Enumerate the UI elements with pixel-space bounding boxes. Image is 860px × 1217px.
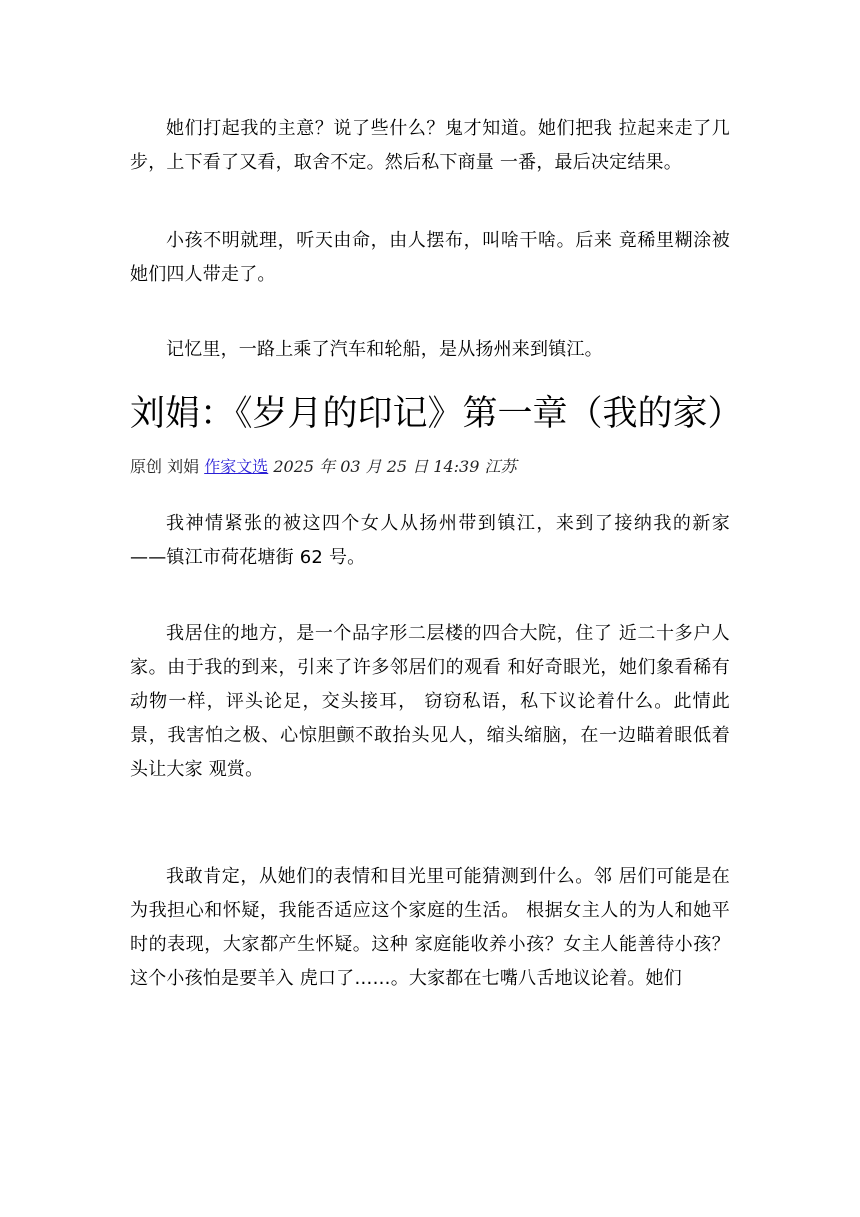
paragraph: 我神情紧张的被这四个女人从扬州带到镇江，来到了接纳我的新家——镇江市荷花塘街 62 号。 bbox=[130, 513, 730, 568]
paragraph: 小孩不明就理，听天由命，由人摆布，叫啥干啥。后来 竟稀里糊涂被她们四人带走了。 bbox=[130, 230, 730, 285]
paragraph: 她们打起我的主意？说了些什么？鬼才知道。她们把我 拉起来走了几步，上下看了又看，取舍不定。然后私下商量 一番，最后决定结果。 bbox=[130, 118, 730, 173]
article-meta bbox=[130, 455, 517, 479]
paragraph: 记忆里，一路上乘了汽车和轮船，是从扬州来到镇江。 bbox=[166, 339, 603, 360]
author-name: 刘娟 bbox=[167, 457, 200, 476]
original-label: 原创 bbox=[130, 457, 163, 476]
source-link[interactable]: 作家文选 bbox=[204, 457, 269, 476]
paragraph: 我敢肯定，从她们的表情和目光里可能猜测到什么。邻 居们可能是在为我担心和怀疑，我能否适应这个家庭的生活。 根据女主人的为人和她平时的表现，大家都产生怀疑。这种 家庭能收养小孩？女主人能善待小孩？这个小孩怕是要羊入 虎口了……。大家都在七嘴八舌地议论着。她们 bbox=[130, 866, 730, 989]
publish-location: 江苏 bbox=[484, 457, 517, 476]
article-title: 刘娟：《岁月的印记》第一章（我的家） bbox=[130, 394, 743, 434]
paragraph: 我居住的地方，是一个品字形二层楼的四合大院，住了 近二十多户人家。由于我的到来，引来了许多邻居们的观看 和好奇眼光，她们象看稀有动物一样，评头论足，交头接耳， 窃窃私语，私下议论着什么。此情此景，我害怕之极、心惊胆颤不敢抬头见人，缩头缩脑，在一边瞄着眼低着头让大家 观赏。 bbox=[130, 623, 730, 780]
publish-datetime: 2025 年 03 月 25 日 14:39 bbox=[273, 457, 480, 476]
